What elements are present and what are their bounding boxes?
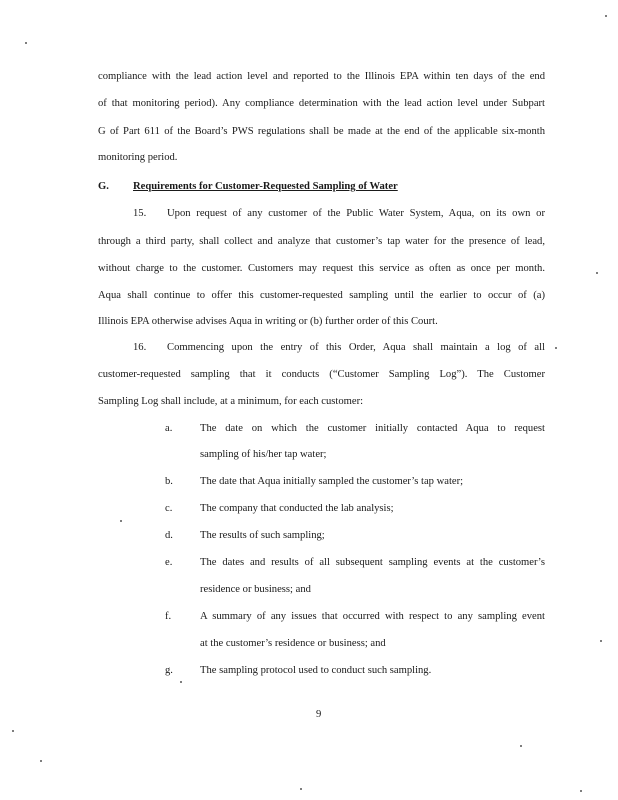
section-letter: G.	[98, 181, 109, 192]
scan-speck	[180, 681, 182, 683]
list-item-line: A summary of any issues that occurred with respect to any sampling event	[200, 611, 545, 622]
scan-speck	[120, 520, 122, 522]
list-item-line: The company that conducted the lab analysis;	[200, 503, 394, 514]
paragraph-number: 15.	[133, 208, 147, 219]
section-heading: Requirements for Customer-Requested Sampling of Water	[133, 181, 398, 192]
list-item-line: The date that Aqua initially sampled the customer’s tap water;	[200, 476, 464, 487]
scan-speck	[25, 42, 27, 44]
scan-speck	[300, 788, 302, 790]
body-line: Upon request of any customer of the Public Water System, Aqua, on its own or	[167, 208, 545, 219]
body-line: Sampling Log shall include, at a minimum, for each customer:	[98, 396, 364, 407]
body-line: monitoring period.	[98, 152, 178, 163]
body-line: Aqua shall continue to offer this customer-requested sampling until the earlier to occur of (a)	[98, 290, 545, 301]
scan-speck	[555, 347, 557, 349]
list-letter: g.	[165, 665, 173, 676]
body-line: of that monitoring period). Any compliance determination with the lead action level under Subpart	[98, 98, 545, 109]
page-number: 9	[316, 709, 322, 720]
list-item-line: residence or business; and	[200, 584, 311, 595]
list-letter: b.	[165, 476, 173, 487]
body-line: through a third party, shall collect and analyze that customer’s tap water for the presence of lead,	[98, 236, 545, 247]
scan-speck	[600, 640, 602, 642]
body-line: without charge to the customer. Customers may request this service as often as once per month.	[98, 263, 545, 274]
list-letter: e.	[165, 557, 173, 568]
body-line: G of Part 611 of the Board’s PWS regulations shall be made at the end of the applicable six-month	[98, 126, 545, 137]
paragraph-number: 16.	[133, 342, 147, 353]
list-item-line: The dates and results of all subsequent sampling events at the customer’s	[200, 557, 545, 568]
scan-speck	[520, 745, 522, 747]
list-item-line: at the customer’s residence or business; and	[200, 638, 386, 649]
scan-speck	[12, 730, 14, 732]
list-item-line: The sampling protocol used to conduct such sampling.	[200, 665, 432, 676]
list-letter: c.	[165, 503, 173, 514]
list-item-line: The results of such sampling;	[200, 530, 325, 541]
scan-speck	[580, 790, 582, 792]
list-item-line: The date on which the customer initially contacted Aqua to request	[200, 423, 545, 434]
body-line: Commencing upon the entry of this Order, Aqua shall maintain a log of all	[167, 342, 545, 353]
body-line: Illinois EPA otherwise advises Aqua in writing or (b) further order of this Court.	[98, 316, 438, 327]
list-letter: f.	[165, 611, 172, 622]
scan-speck	[596, 272, 598, 274]
list-item-line: sampling of his/her tap water;	[200, 449, 327, 460]
scan-speck	[605, 15, 607, 17]
scan-speck	[40, 760, 42, 762]
body-line: compliance with the lead action level and reported to the Illinois EPA within ten days of the end	[98, 71, 545, 82]
body-line: customer-requested sampling that it conducts (“Customer Sampling Log”). The Customer	[98, 369, 545, 380]
list-letter: d.	[165, 530, 173, 541]
list-letter: a.	[165, 423, 173, 434]
